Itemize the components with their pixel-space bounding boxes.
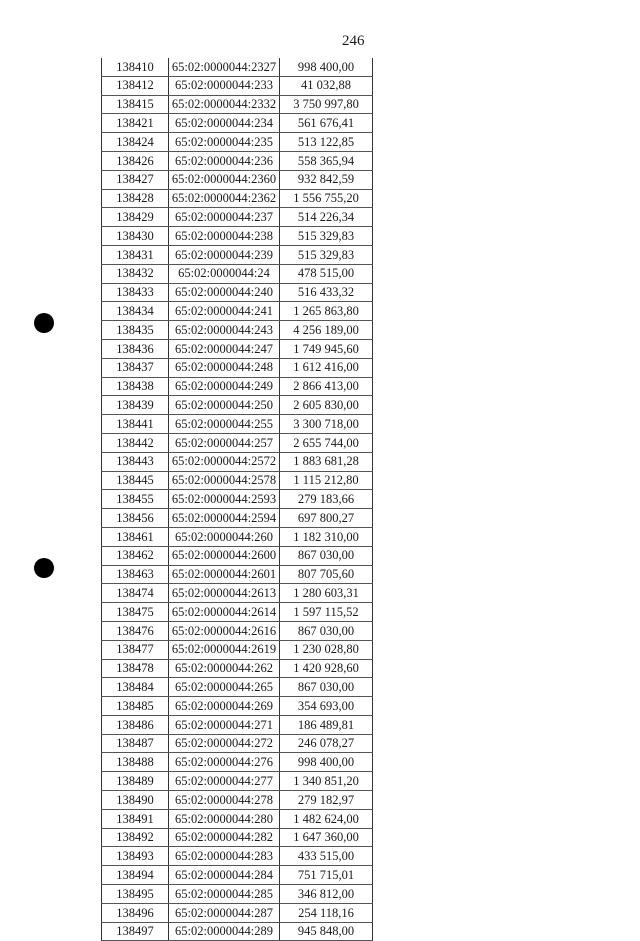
cadastral-number-cell: 65:02:0000044:2593	[169, 490, 280, 509]
cadastral-number-cell: 65:02:0000044:285	[169, 885, 280, 904]
row-id-cell: 138445	[102, 471, 169, 490]
row-id-cell: 138492	[102, 828, 169, 847]
table-row	[102, 509, 373, 528]
table-row	[102, 170, 373, 189]
cadastral-number-cell: 65:02:0000044:277	[169, 772, 280, 791]
registry-table	[101, 58, 373, 941]
cadastral-number-cell: 65:02:0000044:287	[169, 903, 280, 922]
cadastral-number-cell: 65:02:0000044:250	[169, 396, 280, 415]
cadastral-number-cell: 65:02:0000044:2578	[169, 471, 280, 490]
cadastral-number-cell: 65:02:0000044:247	[169, 339, 280, 358]
cadastral-value-cell: 3 750 997,80	[280, 95, 373, 114]
cadastral-value-cell: 807 705,60	[280, 565, 373, 584]
cadastral-value-cell: 41 032,88	[280, 76, 373, 95]
row-id-cell: 138478	[102, 659, 169, 678]
table-row	[102, 227, 373, 246]
row-id-cell: 138494	[102, 866, 169, 885]
cadastral-number-cell: 65:02:0000044:257	[169, 433, 280, 452]
cadastral-value-cell: 279 182,97	[280, 791, 373, 810]
row-id-cell: 138415	[102, 95, 169, 114]
table-row	[102, 208, 373, 227]
cadastral-number-cell: 65:02:0000044:2616	[169, 621, 280, 640]
table-row	[102, 772, 373, 791]
table-row	[102, 565, 373, 584]
table-row	[102, 659, 373, 678]
table-row	[102, 377, 373, 396]
row-id-cell: 138497	[102, 922, 169, 941]
row-id-cell: 138474	[102, 584, 169, 603]
table-row	[102, 866, 373, 885]
cadastral-value-cell: 1 230 028,80	[280, 640, 373, 659]
cadastral-value-cell: 4 256 189,00	[280, 321, 373, 340]
row-id-cell: 138438	[102, 377, 169, 396]
cadastral-number-cell: 65:02:0000044:2594	[169, 509, 280, 528]
punch-hole-bottom	[34, 558, 54, 578]
table-row	[102, 264, 373, 283]
cadastral-number-cell: 65:02:0000044:283	[169, 847, 280, 866]
cadastral-value-cell: 186 489,81	[280, 715, 373, 734]
row-id-cell: 138436	[102, 339, 169, 358]
row-id-cell: 138412	[102, 76, 169, 95]
cadastral-value-cell: 515 329,83	[280, 245, 373, 264]
cadastral-value-cell: 751 715,01	[280, 866, 373, 885]
row-id-cell: 138410	[102, 58, 169, 76]
table-row	[102, 452, 373, 471]
table-row	[102, 471, 373, 490]
table-row	[102, 885, 373, 904]
cadastral-value-cell: 2 866 413,00	[280, 377, 373, 396]
cadastral-value-cell: 1 265 863,80	[280, 302, 373, 321]
cadastral-value-cell: 998 400,00	[280, 753, 373, 772]
cadastral-value-cell: 1 420 928,60	[280, 659, 373, 678]
row-id-cell: 138488	[102, 753, 169, 772]
table-row	[102, 847, 373, 866]
cadastral-number-cell: 65:02:0000044:2601	[169, 565, 280, 584]
cadastral-number-cell: 65:02:0000044:2360	[169, 170, 280, 189]
cadastral-value-cell: 1 182 310,00	[280, 527, 373, 546]
table-row	[102, 809, 373, 828]
row-id-cell: 138461	[102, 527, 169, 546]
cadastral-value-cell: 346 812,00	[280, 885, 373, 904]
cadastral-number-cell: 65:02:0000044:239	[169, 245, 280, 264]
cadastral-number-cell: 65:02:0000044:2613	[169, 584, 280, 603]
table-row	[102, 189, 373, 208]
row-id-cell: 138455	[102, 490, 169, 509]
row-id-cell: 138428	[102, 189, 169, 208]
row-id-cell: 138456	[102, 509, 169, 528]
cadastral-number-cell: 65:02:0000044:233	[169, 76, 280, 95]
row-id-cell: 138442	[102, 433, 169, 452]
row-id-cell: 138433	[102, 283, 169, 302]
cadastral-number-cell: 65:02:0000044:269	[169, 697, 280, 716]
table-row	[102, 133, 373, 152]
cadastral-value-cell: 558 365,94	[280, 151, 373, 170]
row-id-cell: 138484	[102, 678, 169, 697]
punch-hole-top	[34, 313, 54, 333]
row-id-cell: 138486	[102, 715, 169, 734]
cadastral-value-cell: 2 655 744,00	[280, 433, 373, 452]
table-row	[102, 321, 373, 340]
cadastral-value-cell: 932 842,59	[280, 170, 373, 189]
cadastral-value-cell: 1 280 603,31	[280, 584, 373, 603]
cadastral-number-cell: 65:02:0000044:2332	[169, 95, 280, 114]
cadastral-value-cell: 515 329,83	[280, 227, 373, 246]
cadastral-number-cell: 65:02:0000044:2327	[169, 58, 280, 76]
cadastral-value-cell: 246 078,27	[280, 734, 373, 753]
cadastral-number-cell: 65:02:0000044:282	[169, 828, 280, 847]
table-row	[102, 95, 373, 114]
cadastral-number-cell: 65:02:0000044:280	[169, 809, 280, 828]
table-row	[102, 302, 373, 321]
cadastral-value-cell: 1 556 755,20	[280, 189, 373, 208]
cadastral-number-cell: 65:02:0000044:2362	[169, 189, 280, 208]
table-row	[102, 922, 373, 941]
cadastral-number-cell: 65:02:0000044:272	[169, 734, 280, 753]
table-row	[102, 621, 373, 640]
row-id-cell: 138462	[102, 546, 169, 565]
cadastral-value-cell: 433 515,00	[280, 847, 373, 866]
row-id-cell: 138475	[102, 603, 169, 622]
cadastral-value-cell: 1 647 360,00	[280, 828, 373, 847]
cadastral-value-cell: 254 118,16	[280, 903, 373, 922]
row-id-cell: 138434	[102, 302, 169, 321]
cadastral-number-cell: 65:02:0000044:24	[169, 264, 280, 283]
cadastral-number-cell: 65:02:0000044:235	[169, 133, 280, 152]
cadastral-number-cell: 65:02:0000044:236	[169, 151, 280, 170]
cadastral-value-cell: 478 515,00	[280, 264, 373, 283]
table-row	[102, 396, 373, 415]
cadastral-value-cell: 2 605 830,00	[280, 396, 373, 415]
table-row	[102, 58, 373, 76]
table-row	[102, 603, 373, 622]
row-id-cell: 138491	[102, 809, 169, 828]
cadastral-number-cell: 65:02:0000044:278	[169, 791, 280, 810]
row-id-cell: 138435	[102, 321, 169, 340]
cadastral-number-cell: 65:02:0000044:260	[169, 527, 280, 546]
table-row	[102, 415, 373, 434]
cadastral-number-cell: 65:02:0000044:2619	[169, 640, 280, 659]
row-id-cell: 138430	[102, 227, 169, 246]
row-id-cell: 138443	[102, 452, 169, 471]
table-row	[102, 339, 373, 358]
cadastral-number-cell: 65:02:0000044:234	[169, 114, 280, 133]
page-number: 246	[342, 33, 365, 49]
cadastral-value-cell: 697 800,27	[280, 509, 373, 528]
cadastral-number-cell: 65:02:0000044:2600	[169, 546, 280, 565]
cadastral-value-cell: 945 848,00	[280, 922, 373, 941]
row-id-cell: 138463	[102, 565, 169, 584]
cadastral-number-cell: 65:02:0000044:243	[169, 321, 280, 340]
cadastral-number-cell: 65:02:0000044:249	[169, 377, 280, 396]
table-row	[102, 76, 373, 95]
row-id-cell: 138495	[102, 885, 169, 904]
row-id-cell: 138426	[102, 151, 169, 170]
table-row	[102, 584, 373, 603]
cadastral-number-cell: 65:02:0000044:238	[169, 227, 280, 246]
cadastral-number-cell: 65:02:0000044:289	[169, 922, 280, 941]
table-row	[102, 433, 373, 452]
cadastral-value-cell: 998 400,00	[280, 58, 373, 76]
cadastral-value-cell: 1 482 624,00	[280, 809, 373, 828]
cadastral-value-cell: 1 115 212,80	[280, 471, 373, 490]
row-id-cell: 138429	[102, 208, 169, 227]
cadastral-value-cell: 561 676,41	[280, 114, 373, 133]
row-id-cell: 138485	[102, 697, 169, 716]
row-id-cell: 138493	[102, 847, 169, 866]
cadastral-value-cell: 513 122,85	[280, 133, 373, 152]
row-id-cell: 138476	[102, 621, 169, 640]
table-row	[102, 734, 373, 753]
row-id-cell: 138431	[102, 245, 169, 264]
cadastral-number-cell: 65:02:0000044:255	[169, 415, 280, 434]
table-row	[102, 358, 373, 377]
table-row	[102, 903, 373, 922]
cadastral-number-cell: 65:02:0000044:262	[169, 659, 280, 678]
table-row	[102, 697, 373, 716]
cadastral-value-cell: 1 749 945,60	[280, 339, 373, 358]
row-id-cell: 138437	[102, 358, 169, 377]
cadastral-number-cell: 65:02:0000044:2572	[169, 452, 280, 471]
cadastral-value-cell: 3 300 718,00	[280, 415, 373, 434]
cadastral-number-cell: 65:02:0000044:2614	[169, 603, 280, 622]
cadastral-value-cell: 1 883 681,28	[280, 452, 373, 471]
table-row	[102, 791, 373, 810]
cadastral-number-cell: 65:02:0000044:284	[169, 866, 280, 885]
row-id-cell: 138487	[102, 734, 169, 753]
cadastral-number-cell: 65:02:0000044:265	[169, 678, 280, 697]
row-id-cell: 138496	[102, 903, 169, 922]
cadastral-number-cell: 65:02:0000044:271	[169, 715, 280, 734]
row-id-cell: 138424	[102, 133, 169, 152]
cadastral-number-cell: 65:02:0000044:237	[169, 208, 280, 227]
row-id-cell: 138421	[102, 114, 169, 133]
cadastral-number-cell: 65:02:0000044:241	[169, 302, 280, 321]
cadastral-number-cell: 65:02:0000044:276	[169, 753, 280, 772]
cadastral-value-cell: 1 597 115,52	[280, 603, 373, 622]
row-id-cell: 138439	[102, 396, 169, 415]
table-row	[102, 753, 373, 772]
row-id-cell: 138490	[102, 791, 169, 810]
table-row	[102, 151, 373, 170]
table-row	[102, 283, 373, 302]
cadastral-value-cell: 867 030,00	[280, 678, 373, 697]
cadastral-value-cell: 354 693,00	[280, 697, 373, 716]
row-id-cell: 138441	[102, 415, 169, 434]
table-row	[102, 546, 373, 565]
cadastral-number-cell: 65:02:0000044:248	[169, 358, 280, 377]
registry-table-body	[102, 58, 373, 941]
row-id-cell: 138427	[102, 170, 169, 189]
cadastral-value-cell: 516 433,32	[280, 283, 373, 302]
cadastral-value-cell: 1 340 851,20	[280, 772, 373, 791]
cadastral-number-cell: 65:02:0000044:240	[169, 283, 280, 302]
row-id-cell: 138489	[102, 772, 169, 791]
cadastral-value-cell: 1 612 416,00	[280, 358, 373, 377]
table-row	[102, 245, 373, 264]
cadastral-value-cell: 279 183,66	[280, 490, 373, 509]
cadastral-value-cell: 514 226,34	[280, 208, 373, 227]
table-row	[102, 828, 373, 847]
table-row	[102, 715, 373, 734]
cadastral-value-cell: 867 030,00	[280, 621, 373, 640]
row-id-cell: 138477	[102, 640, 169, 659]
table-row	[102, 114, 373, 133]
table-row	[102, 527, 373, 546]
table-row	[102, 490, 373, 509]
table-row	[102, 640, 373, 659]
row-id-cell: 138432	[102, 264, 169, 283]
cadastral-value-cell: 867 030,00	[280, 546, 373, 565]
table-row	[102, 678, 373, 697]
